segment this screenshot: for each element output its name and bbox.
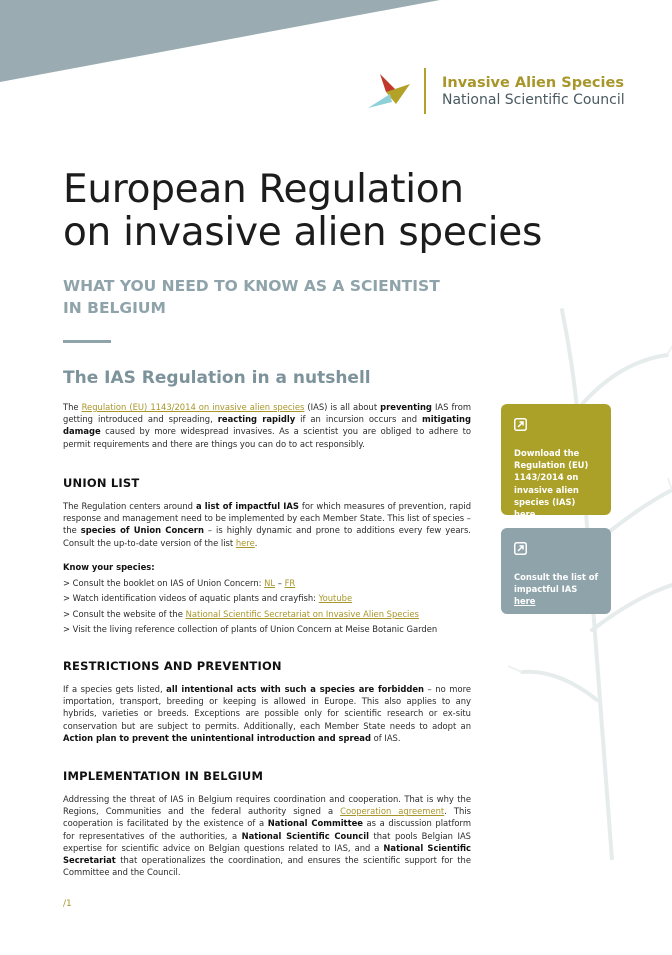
text: for which measures of prevention, rapid response and management need to be implemented by each Member State. This list of species – the xyxy=(63,501,472,536)
list-item xyxy=(63,591,473,607)
booklet-nl-link[interactable]: NL xyxy=(264,577,276,588)
bold-text: National Scientific Council xyxy=(241,830,369,841)
know-your-species-label: Know your species: xyxy=(63,562,155,572)
cooperation-agreement-link[interactable]: Cooperation agreement xyxy=(340,806,445,817)
know-your-species-list xyxy=(63,560,473,638)
text: The xyxy=(63,402,82,412)
text: – xyxy=(275,577,285,588)
secretariat-link[interactable]: National Scientific Secretariat on Invasive Alien Species xyxy=(185,608,419,619)
restrictions-paragraph xyxy=(63,683,471,744)
bold-text: National Scientific Secretariat xyxy=(63,842,471,866)
section-title-nutshell: The IAS Regulation in a nutshell xyxy=(63,368,371,388)
implementation-paragraph xyxy=(63,793,471,878)
text: > Consult the booklet on IAS of Union Concern: xyxy=(63,577,265,588)
external-link-icon xyxy=(514,418,527,431)
youtube-link[interactable]: Youtube xyxy=(318,593,353,603)
text: (IAS) is all about xyxy=(304,402,381,412)
logo-mark-icon xyxy=(366,70,414,114)
nutshell-paragraph xyxy=(63,401,471,450)
heading-implementation: IMPLEMENTATION IN BELGIUM xyxy=(63,769,264,783)
union-list-paragraph xyxy=(63,500,471,549)
text: > Consult the website of the xyxy=(63,608,186,619)
text: – no more importation, transport, breeding or keeping is allowed in Europe. This also applies to any hybrids, varieties or breeds. Exceptions are possible only for scientific research or ex-situ conservation but are subject to permits. Additionally, each Member State needs to adopt an xyxy=(63,684,471,731)
subtitle-line-1: WHAT YOU NEED TO KNOW AS A SCIENTIST xyxy=(63,277,440,295)
bold-text: all intentional acts with such a species are forbidden xyxy=(166,684,424,694)
bold-text: mitigating damage xyxy=(63,414,471,437)
text: as a discussion platform for representatives of the authorities, a xyxy=(63,818,471,841)
text: . xyxy=(254,537,258,548)
download-regulation-box[interactable] xyxy=(501,404,611,520)
list-item xyxy=(63,607,473,623)
bold-text: species of Union Concern xyxy=(80,525,204,536)
list-item xyxy=(63,576,473,592)
external-link-icon xyxy=(514,542,527,555)
logo-title: Invasive Alien Species xyxy=(442,75,624,91)
text: of IAS. xyxy=(370,732,401,743)
text: . This cooperation is facilitated by the existence of a xyxy=(63,806,471,829)
text: IAS from getting introduced and spreading, xyxy=(63,402,471,425)
text: The Regulation centers around xyxy=(63,501,196,511)
text: that operationalizes the coordination, and ensures the scientific support for the Committee and the Council. xyxy=(63,855,471,878)
download-regulation-text xyxy=(514,447,599,520)
subtitle-line-2: IN BELGIUM xyxy=(63,299,166,317)
bold-text: Action plan to prevent the unintentional introduction and spread xyxy=(63,732,371,743)
logo-divider xyxy=(424,68,426,114)
heading-restrictions: RESTRICTIONS AND PREVENTION xyxy=(63,659,282,673)
union-list-link[interactable]: here xyxy=(235,537,255,548)
consult-list-link[interactable]: here xyxy=(514,596,536,607)
regulation-link[interactable]: Regulation (EU) 1143/2014 on invasive alien species xyxy=(81,402,305,412)
heading-union-list: UNION LIST xyxy=(63,476,140,490)
text: Consult the list of impactful IAS xyxy=(514,572,599,595)
logo-subtitle: National Scientific Council xyxy=(442,92,625,108)
accent-divider xyxy=(63,340,111,343)
list-item xyxy=(63,622,473,638)
page-number: /1 xyxy=(63,899,72,909)
bold-text: preventing xyxy=(380,402,432,412)
council-logo xyxy=(366,68,626,118)
text: > Visit the living reference collection of plants of Union Concern at Meise Botanic Garden xyxy=(63,624,438,634)
consult-list-box[interactable] xyxy=(501,528,611,614)
text: – is highly dynamic and prone to additions every few years. Consult the up-to-date version of the list xyxy=(63,525,471,548)
bold-text: a list of impactful IAS xyxy=(195,501,299,511)
bold-text: reacting rapidly xyxy=(217,414,296,425)
booklet-fr-link[interactable]: FR xyxy=(284,577,296,588)
title-line-2: on invasive alien species xyxy=(63,210,542,255)
text: Download the Regulation (EU) 1143/2014 on invasive alien species (IAS) xyxy=(514,448,589,507)
page-title xyxy=(63,168,583,254)
page-subtitle xyxy=(63,275,483,319)
text: Addressing the threat of IAS in Belgium requires coordination and cooperation. That is why the Regions, Communities and the federal authority signed a xyxy=(63,794,471,817)
bold-text: National Committee xyxy=(267,818,363,829)
download-regulation-link[interactable]: here xyxy=(514,509,536,520)
title-line-1: European Regulation xyxy=(63,167,464,212)
text: if an incursion occurs and xyxy=(295,414,423,425)
consult-list-text xyxy=(514,571,599,608)
text: caused by more widespread invasives. As a scientist you are obliged to adhere to permit requirements and there are things you can do to act responsibly. xyxy=(63,426,471,449)
text: > Watch identification videos of aquatic plants and crayfish: xyxy=(63,593,319,603)
text: that pools Belgian IAS expertise for scientific advice on Belgian questions related to IAS, and a xyxy=(63,830,471,853)
text: If a species gets listed, xyxy=(63,684,167,694)
